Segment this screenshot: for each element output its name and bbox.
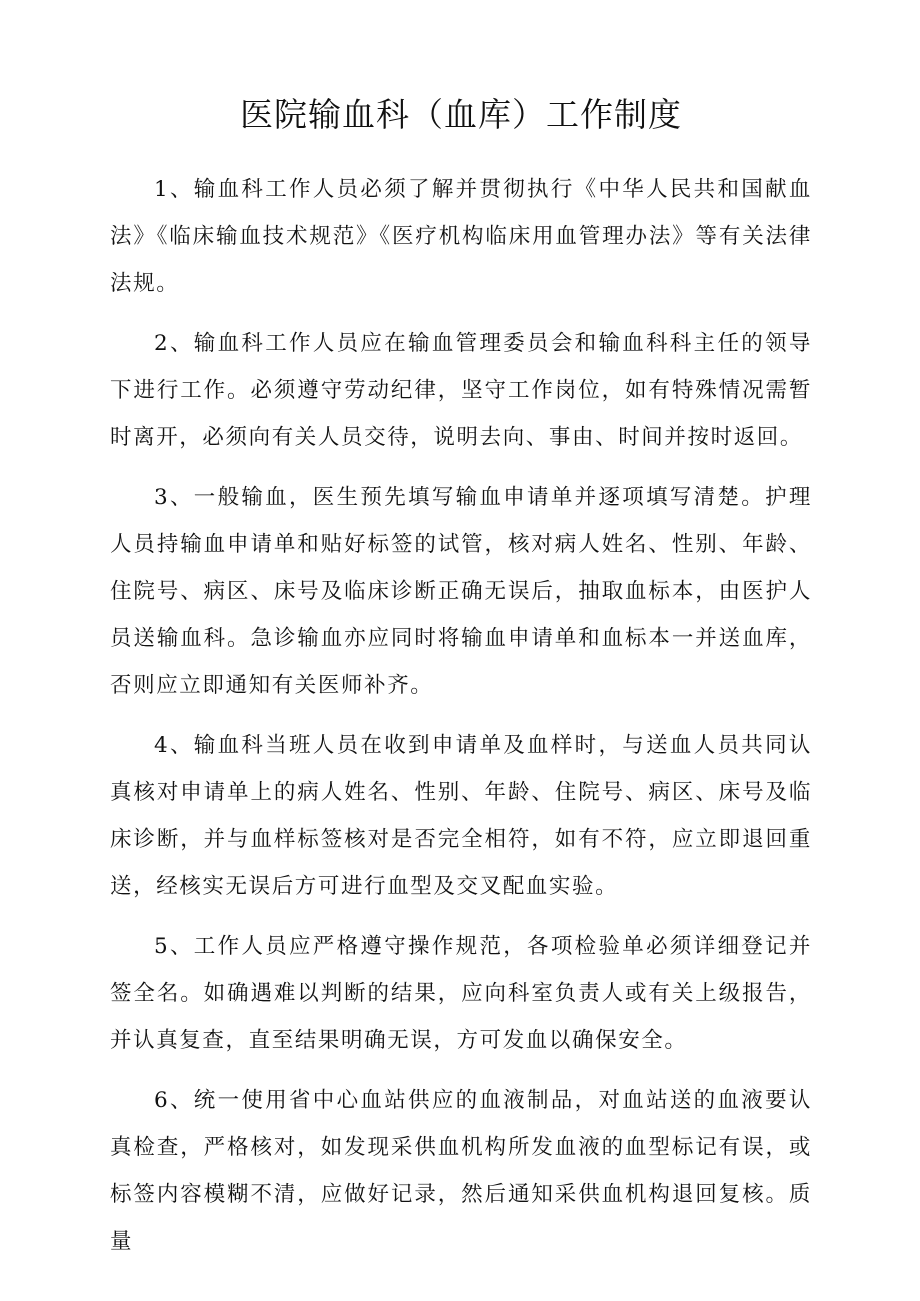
paragraph-3: 3、一般输血，医生预先填写输血申请单并逐项填写清楚。护理人员持输血申请单和贴好标签的试管，核对病人姓名、性别、年龄、住院号、病区、床号及临床诊断正确无误后，抽取血标本，由医护人员送输血科。急诊输血亦应同时将输血申请单和血标本一并送血库，否则应立即通知有关医师补齐。 — [110, 485, 812, 698]
paragraph-1: 1、输血科工作人员必须了解并贯彻执行《中华人民共和国献血法》《临床输血技术规范》《医疗机构临床用血管理办法》等有关法律法规。 — [110, 177, 812, 296]
paragraph-2: 2、输血科工作人员应在输血管理委员会和输血科科主任的领导下进行工作。必须遵守劳动纪律，坚守工作岗位，如有特殊情况需暂时离开，必须向有关人员交待，说明去向、事由、时间并按时返回。 — [110, 331, 812, 450]
document-body — [110, 166, 812, 1265]
paragraph-5: 5、工作人员应严格遵守操作规范，各项检验单必须详细登记并签全名。如确遇难以判断的结果，应向科室负责人或有关上级报告，并认真复查，直至结果明确无误，方可发血以确保安全。 — [110, 934, 812, 1053]
paragraph-6: 6、统一使用省中心血站供应的血液制品，对血站送的血液要认真检查，严格核对，如发现采供血机构所发血液的血型标记有误，或标签内容模糊不清，应做好记录，然后通知采供血机构退回复核。质量 — [110, 1088, 812, 1254]
paragraph-4: 4、输血科当班人员在收到申请单及血样时，与送血人员共同认真核对申请单上的病人姓名、性别、年龄、住院号、病区、床号及临床诊断，并与血样标签核对是否完全相符，如有不符，应立即退回重送，经核实无误后方可进行血型及交叉配血实验。 — [110, 733, 812, 899]
document-title: 医院输血科（血库）工作制度 — [240, 95, 682, 134]
